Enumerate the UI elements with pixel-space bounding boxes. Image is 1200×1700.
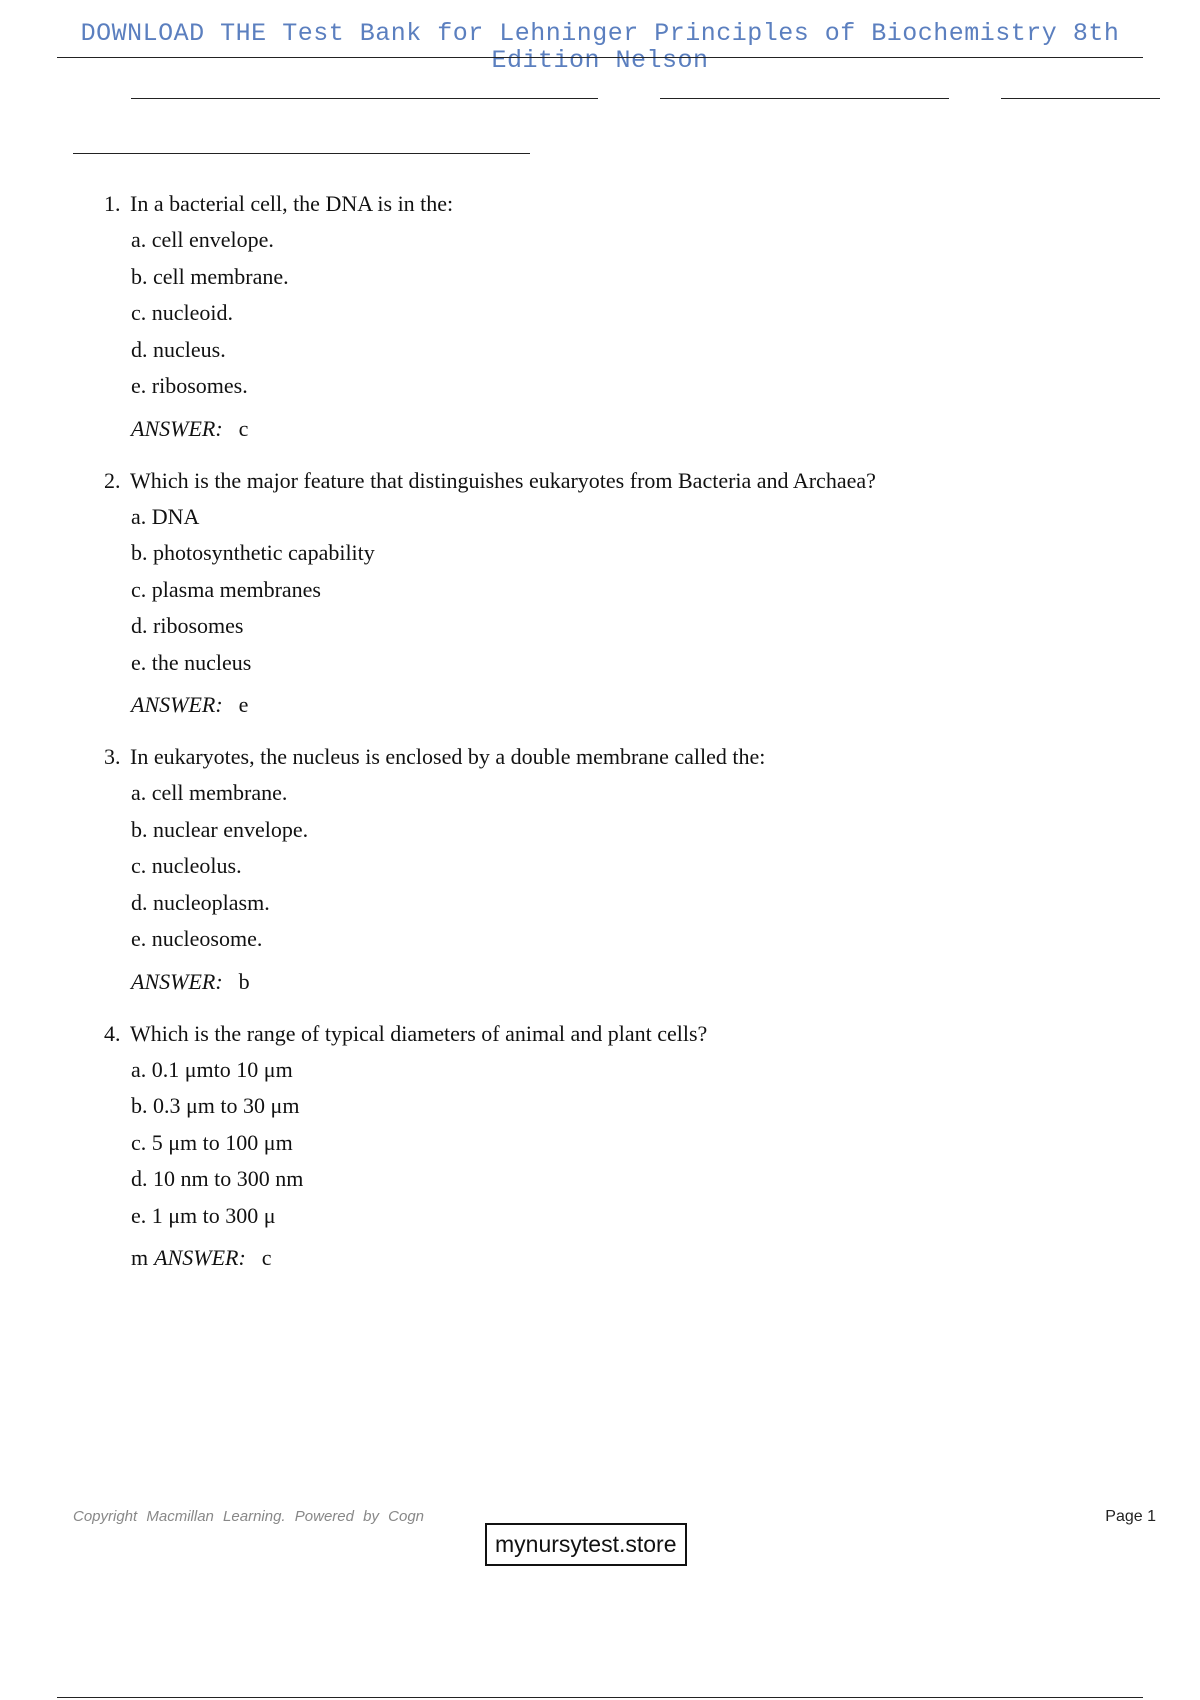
answer-label: ANSWER: (131, 968, 223, 994)
option-b: b. nuclear envelope. (131, 816, 309, 842)
option-list (104, 222, 1104, 405)
answer-label: ANSWER: (131, 415, 223, 441)
question-4 (104, 1020, 1104, 1273)
question-stem (104, 1020, 1104, 1048)
question-1 (104, 190, 1104, 443)
option-b: b. 0.3 μm to 30 μm (131, 1093, 300, 1118)
blank-line-4 (73, 153, 530, 154)
answer-value: c (261, 1245, 272, 1270)
option-d: d. 10 nm to 300 nm (131, 1166, 304, 1191)
answer-line (104, 1244, 1104, 1272)
answer-label: ANSWER: (131, 692, 223, 717)
option-d: d. nucleus. (131, 336, 226, 362)
header-underline (57, 57, 1143, 58)
blank-line-1 (131, 98, 598, 99)
copyright-text: Copyright Macmillan Learning. Powered by Cogn (73, 1508, 425, 1525)
option-e: e. nucleosome. (131, 926, 263, 951)
blank-line-2 (660, 98, 949, 99)
question-stem (104, 467, 1104, 495)
answer-value: e (238, 692, 249, 717)
question-number: 1. (104, 191, 121, 216)
page-number: Page 1 (1105, 1508, 1156, 1525)
question-number: 4. (104, 1020, 121, 1046)
option-a: a. DNA (131, 503, 200, 529)
answer-line (104, 415, 1104, 443)
answer-value: c (238, 415, 249, 441)
store-badge[interactable]: mynursytest.store (485, 1523, 687, 1566)
option-c: c. 5 μm to 100 μm (131, 1129, 293, 1155)
option-d: d. nucleoplasm. (131, 889, 270, 915)
answer-label: ANSWER: (154, 1245, 246, 1270)
question-number: 2. (104, 467, 121, 493)
blank-line-3 (1001, 98, 1160, 99)
option-d: d. ribosomes (131, 613, 244, 638)
option-c: c. nucleoid. (131, 300, 234, 325)
option-b: b. photosynthetic capability (131, 540, 375, 565)
answer-value: b (238, 968, 250, 994)
question-text: In eukaryotes, the nucleus is enclosed by a double membrane called the: (130, 744, 766, 769)
option-c: c. nucleolus. (131, 853, 242, 878)
option-b: b. cell membrane. (131, 263, 289, 289)
question-number: 3. (104, 744, 121, 769)
option-a: a. cell membrane. (131, 780, 288, 805)
option-e: e. the nucleus (131, 649, 252, 675)
option-list (104, 499, 1104, 682)
option-list (104, 775, 1104, 958)
question-2 (104, 467, 1104, 720)
option-list (104, 1052, 1104, 1235)
question-stem (104, 190, 1104, 218)
question-text: In a bacterial cell, the DNA is in the: (130, 191, 454, 216)
download-link[interactable]: DOWNLOAD THE Test Bank for Lehninger Principles of Biochemistry 8th Edition Nelson (80, 19, 1120, 75)
question-list (104, 190, 1104, 1296)
option-e: e. ribosomes. (131, 373, 248, 398)
answer-line (104, 968, 1104, 996)
question-text: Which is the range of typical diameters of animal and plant cells? (130, 1020, 708, 1046)
answer-prefix: m (131, 1245, 149, 1270)
answer-line (104, 691, 1104, 719)
question-text: Which is the major feature that distinguishes eukaryotes from Bacteria and Archaea? (130, 467, 876, 493)
option-c: c. plasma membranes (131, 576, 321, 602)
option-a: a. 0.1 μmto 10 μm (131, 1056, 293, 1082)
option-a: a. cell envelope. (131, 227, 274, 252)
question-stem (104, 743, 1104, 771)
question-3 (104, 743, 1104, 996)
page-bottom-rule (57, 1697, 1143, 1698)
option-e: e. 1 μm to 300 μ (131, 1202, 276, 1228)
